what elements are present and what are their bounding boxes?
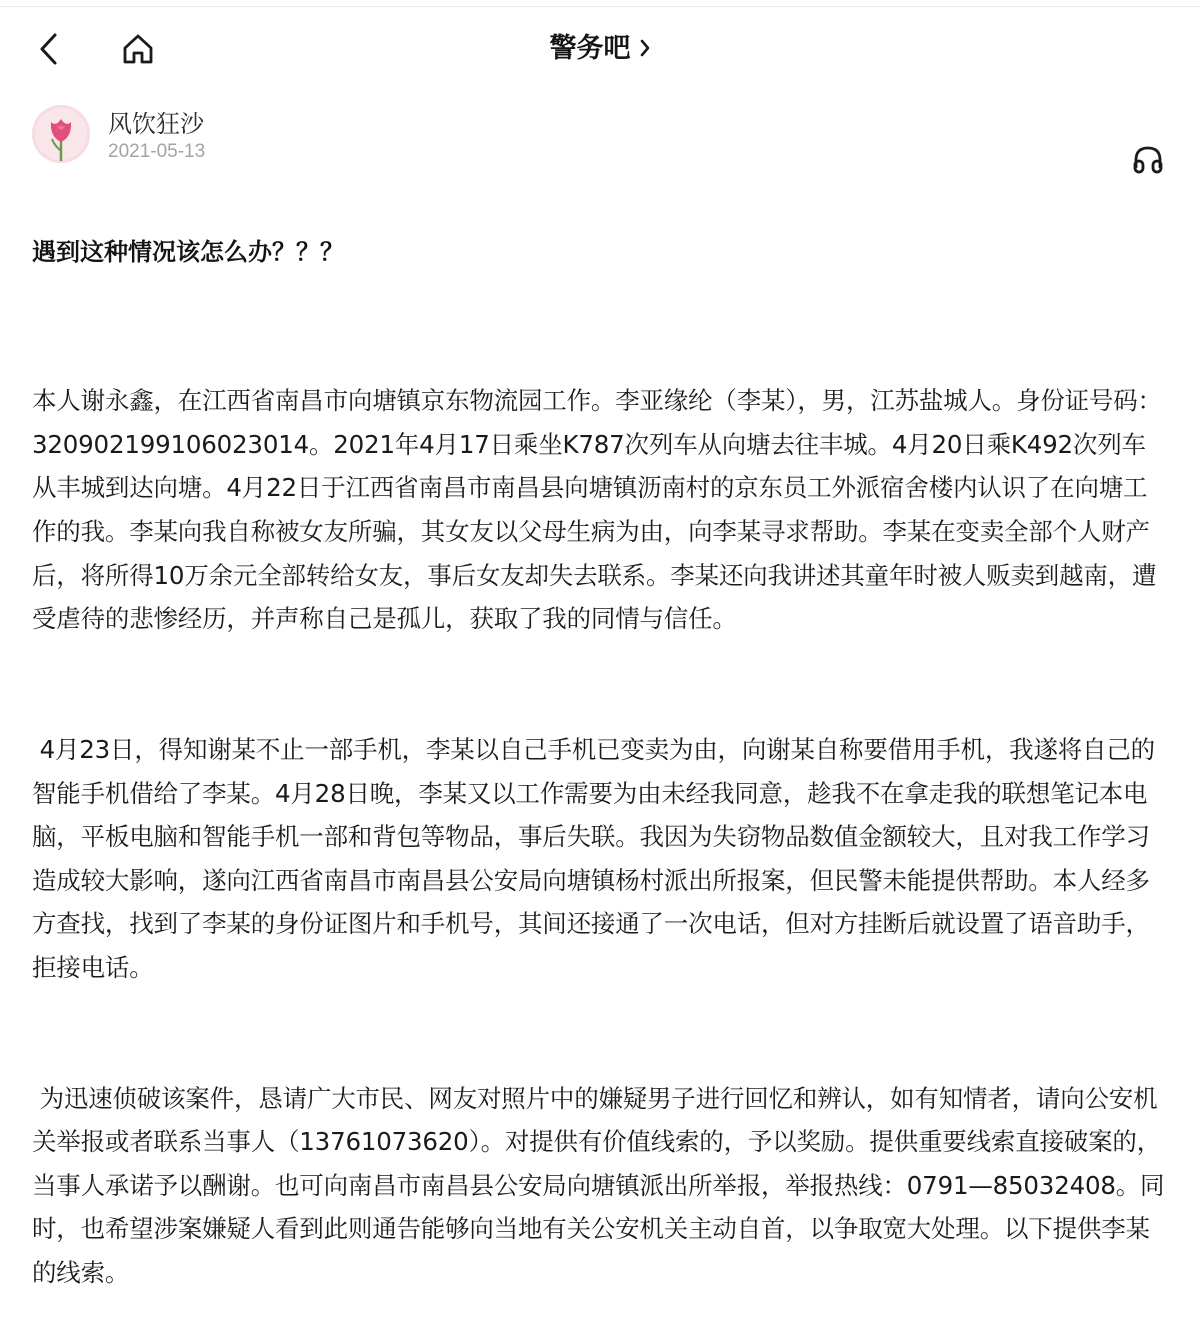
forum-name: 警务吧 — [549, 33, 631, 64]
post-paragraph: 为迅速侦破该案件，恳请广大市民、网友对照片中的嫌疑男子进行回忆和辨认，如有知情者，请向公安机关举报或者联系当事人（13761073620）。对提供有价值线索的，予以奖励。提供重要线索直接破案的，当事人承诺予以酬谢。也可向南昌市南昌县公安局向塘镇派出所举报，举报热线：0791—85032408。同时，也希望涉案嫌疑人看到此则通告能够向当地有关公安机关主动自首，以争取宽大处理。以下提供李某的线索。 — [32, 1083, 1165, 1288]
navigation-bar — [0, 7, 1200, 89]
post-author-row — [32, 105, 1172, 167]
author-name[interactable]: 风饮狂沙 — [108, 110, 204, 138]
post-title: 遇到这种情况该怎么办？？？ — [32, 238, 344, 266]
listen-button[interactable] — [1130, 141, 1166, 177]
post-paragraph: 本人谢永鑫，在江西省南昌市向塘镇京东物流园工作。李亚缘纶（李某），男，江苏盐城人。身份证号码：320902199106023014。2021年4月17日乘坐K787次列车从向塘去往丰城。4月20日乘K492次列车从丰城到达向塘。4月22日于江西省南昌市南昌县向塘镇沥南村的京东员工外派宿舍楼内认识了在向塘工作的我。李某向我自称被女友所骗，其女友以父母生病为由，向李某寻求帮助。李某在变卖全部个人财产后，将所得10万余元全部转给女友，事后女友却失去联系。李某还向我讲述其童年时被人贩卖到越南，遭受虐待的悲惨经历，并声称自己是孤儿，获取了我的同情与信任。 — [32, 386, 1162, 634]
top-divider — [0, 0, 1200, 7]
post-date: 2021-05-13 — [108, 141, 206, 162]
headphones-icon — [1131, 143, 1165, 175]
post-body — [32, 292, 1168, 1338]
post-paragraph: 4月23日，得知谢某不止一部手机，李某以自己手机已变卖为由，向谢某自称要借用手机，我遂将自己的智能手机借给了李某。4月28日晚，李某又以工作需要为由未经我同意，趁我不在拿走我的联想笔记本电脑，平板电脑和智能手机一部和背包等物品，事后失联。我因为失窃物品数值金额较大，且对我工作学习造成较大影响，遂向江西省南昌市南昌县公安局向塘镇杨村派出所报案，但民警未能提供帮助。本人经多方查找，找到了李某的身份证图片和手机号，其间还接通了一次电话，但对方挂断后就设置了语音助手，拒接电话。 — [32, 734, 1155, 982]
chevron-right-icon — [639, 38, 651, 58]
forum-title-link[interactable] — [0, 29, 1200, 69]
tulip-avatar — [32, 105, 90, 163]
avatar[interactable] — [32, 105, 90, 163]
